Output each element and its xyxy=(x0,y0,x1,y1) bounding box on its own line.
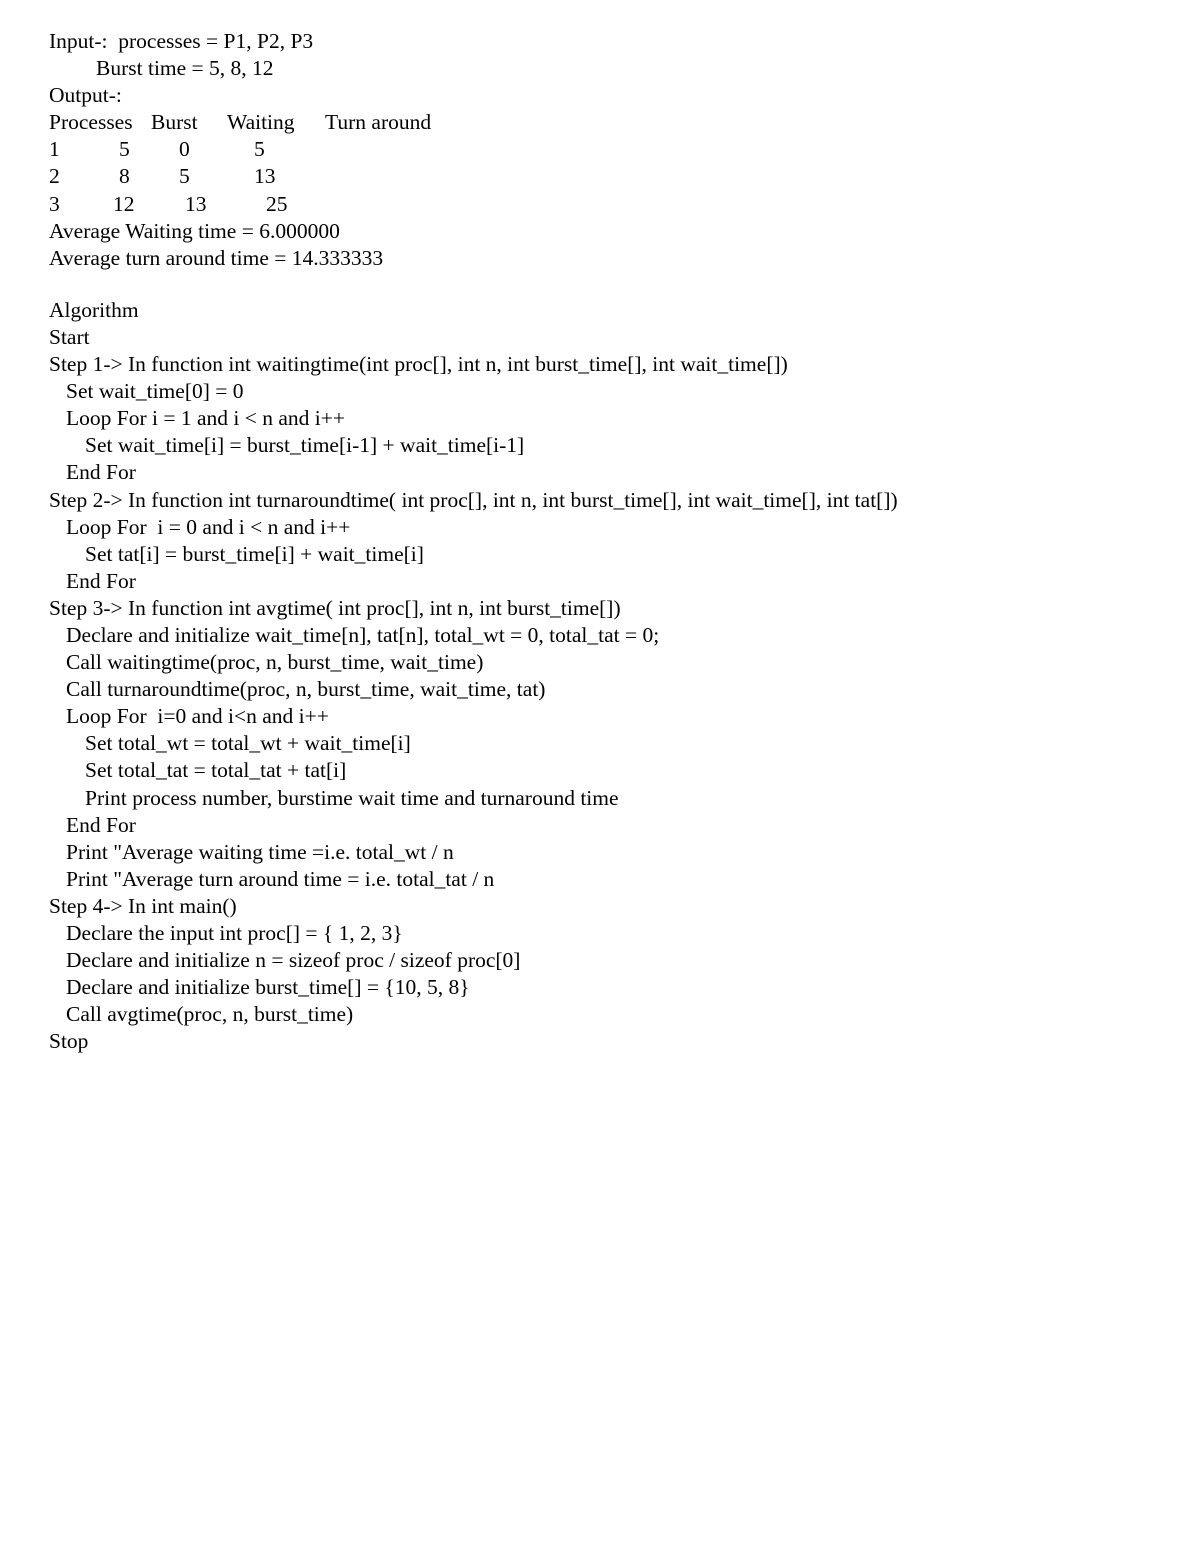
spacer xyxy=(49,272,1169,297)
output-label: Output-: xyxy=(49,83,122,108)
step2-line: Loop For i = 0 and i < n and i++ xyxy=(66,514,351,539)
step1-line: Set wait_time[i] = burst_time[i-1] + wait_time[i-1] xyxy=(85,433,525,458)
step3-line: Print "Average turn around time = i.e. total_tat / n xyxy=(66,866,495,891)
step3-line: Print "Average waiting time =i.e. total_wt / n xyxy=(66,839,454,864)
input-burst-line: Burst time = 5, 8, 12 xyxy=(96,56,274,81)
step1-line: Set wait_time[0] = 0 xyxy=(66,379,244,404)
step2-line: End For xyxy=(66,568,136,593)
step1-line: Loop For i = 1 and i < n and i++ xyxy=(66,406,346,431)
step3-line: Print process number, burstime wait time and turnaround time xyxy=(85,785,619,810)
cell-process: 2 xyxy=(49,164,60,189)
algorithm-stop: Stop xyxy=(49,1029,89,1054)
cell-process: 3 xyxy=(49,191,60,216)
table-row xyxy=(49,191,1169,218)
step4-heading: Step 4-> In int main() xyxy=(49,893,237,918)
cell-process: 1 xyxy=(49,137,60,162)
step2-line: Set tat[i] = burst_time[i] + wait_time[i] xyxy=(85,541,424,566)
average-turnaround-line: Average turn around time = 14.333333 xyxy=(49,245,384,270)
step3-heading: Step 3-> In function int avgtime( int proc[], int n, int burst_time[]) xyxy=(49,595,621,620)
cell-burst: 8 xyxy=(119,164,130,189)
cell-waiting: 13 xyxy=(185,191,207,216)
step3-line: End For xyxy=(66,812,136,837)
step3-line: Call turnaroundtime(proc, n, burst_time, wait_time, tat) xyxy=(66,677,546,702)
cell-waiting: 0 xyxy=(179,137,190,162)
step2-heading: Step 2-> In function int turnaroundtime( int proc[], int n, int burst_time[], int wait_time[], int tat[]) xyxy=(49,487,898,512)
algorithm-start: Start xyxy=(49,324,90,349)
table-row xyxy=(49,136,1169,163)
header-burst: Burst xyxy=(151,110,198,135)
cell-turnaround: 13 xyxy=(254,164,276,189)
input-processes-line: Input-: processes = P1, P2, P3 xyxy=(49,29,314,53)
step3-line: Set total_tat = total_tat + tat[i] xyxy=(85,758,347,783)
cell-turnaround: 5 xyxy=(254,137,265,162)
step4-line: Declare and initialize burst_time[] = {10, 5, 8} xyxy=(66,975,470,1000)
average-waiting-line: Average Waiting time = 6.000000 xyxy=(49,218,340,243)
table-row xyxy=(49,163,1169,190)
step1-line: End For xyxy=(66,460,136,485)
step3-line: Call waitingtime(proc, n, burst_time, wait_time) xyxy=(66,650,484,675)
output-table-header xyxy=(49,109,1169,136)
step4-line: Declare the input int proc[] = { 1, 2, 3} xyxy=(66,921,403,945)
step3-line: Set total_wt = total_wt + wait_time[i] xyxy=(85,731,411,756)
step4-line: Declare and initialize n = sizeof proc / sizeof proc[0] xyxy=(66,948,521,973)
cell-burst: 5 xyxy=(119,137,130,162)
step1-heading: Step 1-> In function int waitingtime(int proc[], int n, int burst_time[], int wait_time[]) xyxy=(49,352,788,377)
cell-burst: 12 xyxy=(113,191,135,216)
cell-turnaround: 25 xyxy=(266,191,288,216)
header-processes: Processes xyxy=(49,110,133,135)
header-waiting: Waiting xyxy=(227,110,295,135)
step4-line: Call avgtime(proc, n, burst_time) xyxy=(66,1002,354,1027)
header-turnaround: Turn around xyxy=(325,110,432,135)
step3-line: Declare and initialize wait_time[n], tat[n], total_wt = 0, total_tat = 0; xyxy=(66,622,660,647)
cell-waiting: 5 xyxy=(179,164,190,189)
document-body xyxy=(49,28,1169,1055)
step3-line: Loop For i=0 and i<n and i++ xyxy=(66,704,329,729)
algorithm-title: Algorithm xyxy=(49,297,139,322)
